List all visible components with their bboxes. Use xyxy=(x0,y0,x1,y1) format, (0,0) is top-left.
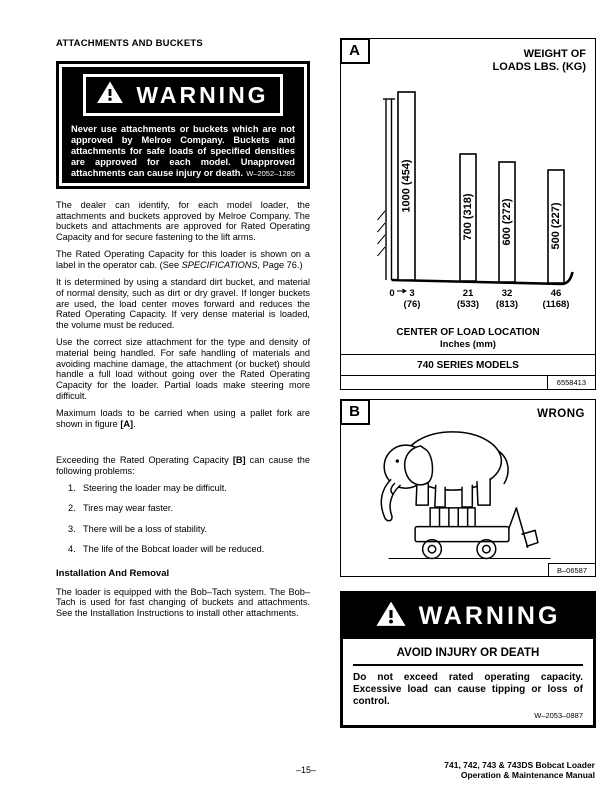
paragraph-exceeding-end: can cause the following problems: xyxy=(56,455,310,477)
tick-label: 3 xyxy=(409,288,415,299)
paragraph-bobtach: The loader is equipped with the Bob–Tach system. The Bob–Tach is used for fast changing of buckets and attachments. See the Installation Instructions to install other attachments. xyxy=(56,586,310,618)
list-item xyxy=(68,483,310,494)
elephant-on-loader-illustration xyxy=(357,416,582,566)
list-item-number: 4. xyxy=(68,543,76,554)
warning-box-top xyxy=(56,61,310,189)
warning-top-title: WARNING xyxy=(136,81,269,108)
warning-bottom-header xyxy=(343,594,593,639)
right-column xyxy=(340,38,596,728)
list-item-text: The life of the Bobcat loader will be reduced. xyxy=(83,543,265,554)
specifications-reference: SPECIFICATIONS, xyxy=(181,260,261,271)
list-item-number: 1. xyxy=(68,483,76,494)
section-title: ATTACHMENTS AND BUCKETS xyxy=(56,38,203,49)
paragraph-determination: It is determined by using a standard dirt bucket, and material of normal density, such as dirt or dry gravel. If longer buckets are used, the load center moves forward and reduces the Rated Operating Capacity. If very dense material is loaded, the volume must be reduced. xyxy=(56,277,310,331)
tick-label: (813) xyxy=(495,299,519,310)
tick-label: (76) xyxy=(403,299,421,310)
tick-label: 46 xyxy=(550,288,562,299)
figure-a-divider xyxy=(341,354,595,355)
warning-box-top-panel xyxy=(62,67,304,183)
fork-blade xyxy=(392,272,573,284)
paragraph-dealer: The dealer can identify, for each model loader, the attachments and buckets approved by Melroe Company. The buckets and attachments are approved for Rated Operating Capacity and for secure fastening to the lift arms. xyxy=(56,200,310,243)
list-item xyxy=(68,524,310,535)
figure-a-code: 6558413 xyxy=(547,376,595,389)
warning-bottom-divider xyxy=(353,664,583,666)
elephant-drawing xyxy=(381,432,508,521)
loader-drawing xyxy=(415,508,538,559)
warning-bottom-subtitle: AVOID INJURY OR DEATH xyxy=(396,647,540,659)
figure-b-label: B xyxy=(340,399,370,425)
warning-triangle-icon xyxy=(97,81,123,109)
paragraph-rated-capacity-text-end: Page 76.) xyxy=(260,260,303,271)
paragraph-exceeding-text: Exceeding the Rated Operating Capacity xyxy=(56,455,233,466)
warning-top-text: Never use attachments or buckets which are not approved by Melroe Company. Buckets and attachments for safe loads of specified densities are approved for each model. Unapproved attachments can cause injury or death. xyxy=(71,124,295,178)
tick-label: (533) xyxy=(456,299,480,310)
page-number: –15– xyxy=(295,765,317,775)
bar-label: 700 (318) xyxy=(462,193,474,241)
list-item-number: 2. xyxy=(68,503,76,514)
warning-triangle-icon xyxy=(376,601,406,632)
figure-a-caption-units: Inches (mm) xyxy=(440,339,496,350)
warning-bottom-panel xyxy=(343,639,593,725)
figure-a-title xyxy=(493,48,587,73)
list-item-text: Tires may wear faster. xyxy=(83,503,174,514)
figure-a xyxy=(340,38,596,390)
footer-manual-line: Operation & Maintenance Manual xyxy=(460,770,595,780)
warning-box-bottom xyxy=(340,591,596,728)
figure-b xyxy=(340,399,596,577)
list-item xyxy=(68,544,310,555)
footer-model-line: 741, 742, 743 & 743DS Bobcat Loader xyxy=(444,760,595,770)
warning-bottom-title: WARNING xyxy=(418,602,561,630)
list-item-text: Steering the loader may be difficult. xyxy=(83,483,227,494)
tick-label: 32 xyxy=(501,288,513,299)
figure-b-reference: [B] xyxy=(232,455,246,466)
paragraph-exceeding xyxy=(56,455,310,476)
figure-a-models: 740 SERIES MODELS xyxy=(417,360,519,371)
figure-a-reference: [A] xyxy=(120,418,134,429)
paragraph-rated-capacity-text: The Rated Operating Capacity for this loader is shown on a label in the operator cab. (See xyxy=(56,249,310,271)
paragraph-max-loads-end: . xyxy=(133,418,136,429)
warning-top-header xyxy=(83,74,283,116)
left-column xyxy=(56,38,310,625)
bar-label: 500 (227) xyxy=(550,202,562,250)
warning-bottom-code: W–2053–0887 xyxy=(534,711,583,720)
figure-a-title-line1: WEIGHT OF xyxy=(523,48,586,60)
warning-top-code: W–2052–1285 xyxy=(246,169,295,178)
paragraph-correct-size: Use the correct size attachment for the type and density of material being handled. For safe handling of materials and avoiding machine damage, the attachment (or bucket) should handle a full load without going over the Rated Operating Capacity for the loader. Partial loads make steering more difficult. xyxy=(56,337,310,401)
load-capacity-chart xyxy=(341,83,594,323)
tick-label: 21 xyxy=(462,288,474,299)
problem-list xyxy=(56,483,310,554)
list-item-text: There will be a loss of stability. xyxy=(83,523,207,534)
list-item-number: 3. xyxy=(68,523,76,534)
bar-label: 1000 (454) xyxy=(400,159,413,213)
figure-b-code: B–06587 xyxy=(548,563,595,576)
paragraph-max-loads-text: Maximum loads to be carried when using a pallet fork are shown in figure xyxy=(56,407,310,429)
figure-a-caption: CENTER OF LOAD LOCATION xyxy=(396,327,540,338)
axis-arrow-icon xyxy=(397,289,407,294)
tick-label: 0 xyxy=(389,288,395,299)
figure-a-code-bar xyxy=(341,375,595,389)
warning-bottom-text: Do not exceed rated operating capacity. Excessive load can cause tipping or loss of control. xyxy=(353,672,583,707)
load-bars xyxy=(398,92,564,283)
installation-heading: Installation And Removal xyxy=(56,567,170,579)
bar-label: 600 (272) xyxy=(501,198,513,246)
list-item xyxy=(68,503,310,514)
figure-b-caption: WRONG xyxy=(537,408,585,420)
figure-a-label: A xyxy=(340,38,370,64)
figure-a-title-line2: LOADS LBS. (KG) xyxy=(492,60,586,73)
footer-manual-title xyxy=(444,760,595,780)
paragraph-rated-capacity xyxy=(56,249,310,270)
paragraph-max-loads xyxy=(56,408,310,429)
tick-label: (1168) xyxy=(542,299,570,310)
fork-mast xyxy=(378,99,396,280)
